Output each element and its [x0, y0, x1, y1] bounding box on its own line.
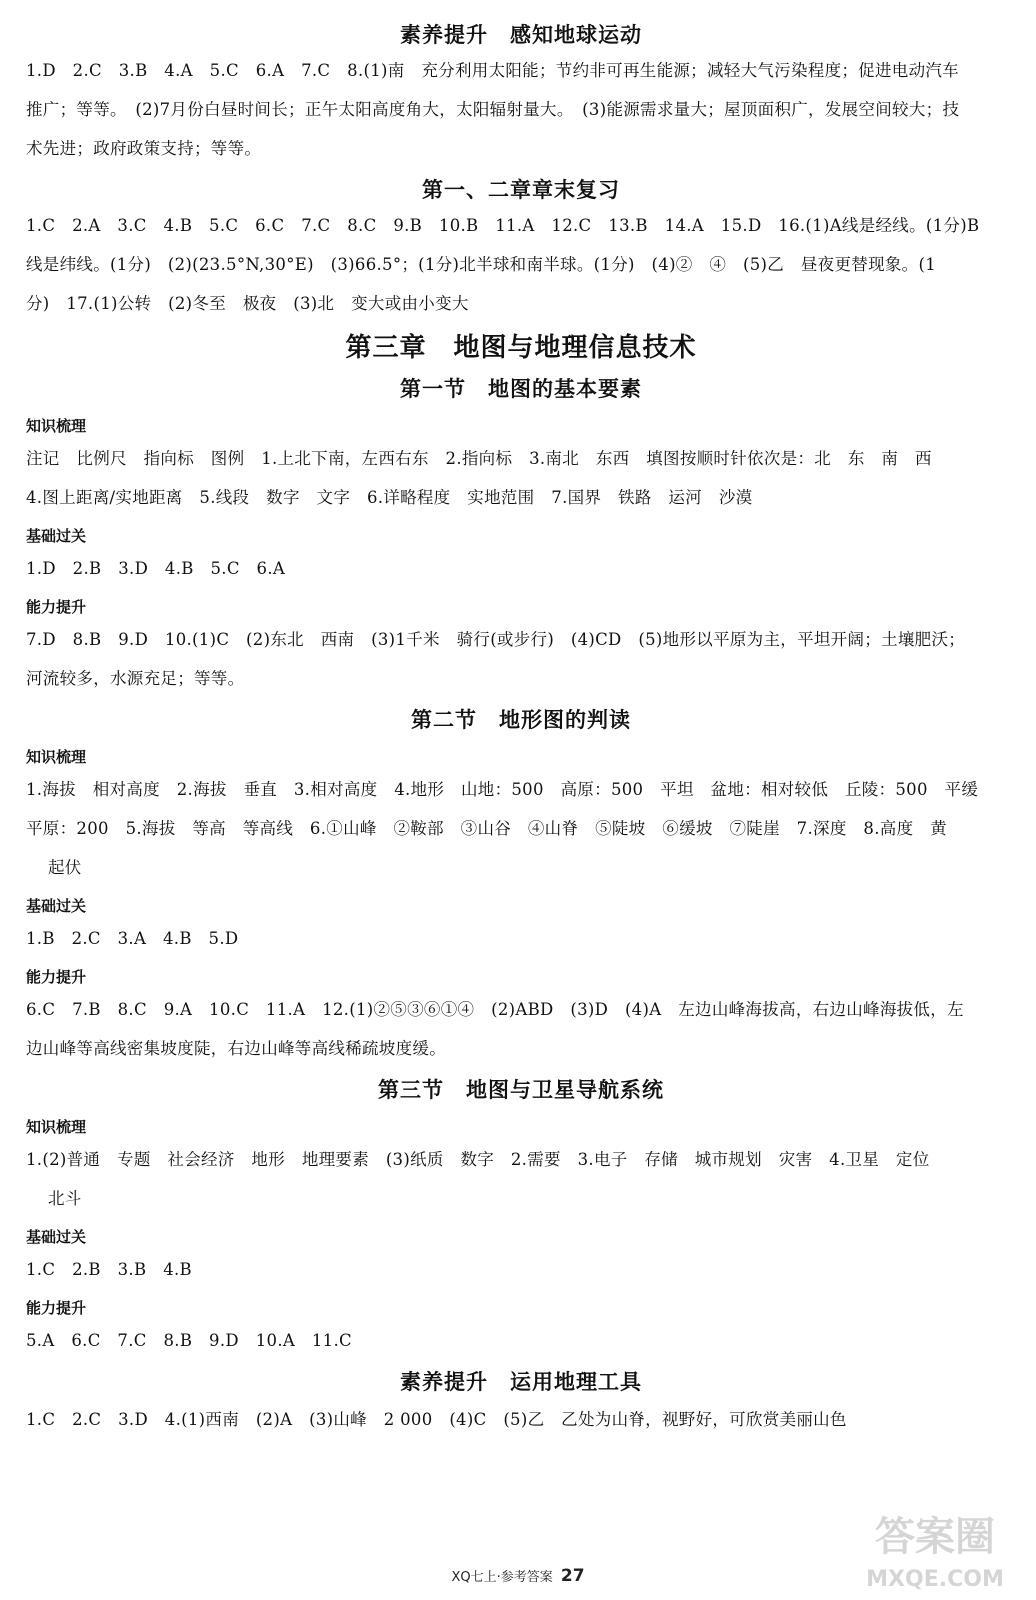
subhead: 能力提升 [26, 1299, 87, 1317]
line-15: 1.B 2.C 3.A 4.B 5.D [26, 929, 239, 948]
subhead: 基础过关 [26, 527, 87, 545]
line-8: 4.图上距离/实地距离 5.线段 数字 文字 6.详略程度 实地范围 7.国界 铁路 运河 沙漠 [26, 488, 753, 507]
subhead: 知识梳理 [26, 1118, 87, 1136]
line-13: 平原：200 5.海拔 等高 等高线 6.①山峰 ②鞍部 ③山谷 ④山脊 ⑤陡坡 ⑥缓坡 ⑦陡崖 7.深度 8.高度 黄 [26, 819, 947, 838]
h-review: 第一、二章章末复习 [422, 178, 620, 202]
subhead: 知识梳理 [26, 417, 87, 435]
watermark-domain: MXQE.COM [866, 1567, 1004, 1592]
line-21: 5.A 6.C 7.C 8.B 9.D 10.A 11.C [26, 1331, 352, 1350]
line-18: 1.(2)普通 专题 社会经济 地形 地理要素 (3)纸质 数字 2.需要 3.电子 存储 城市规划 灾害 4.卫星 定位 [26, 1150, 930, 1169]
line-22: 1.C 2.C 3.D 4.(1)西南 (2)A (3)山峰 2 000 (4)C (5)乙 乙处为山脊，视野好，可欣赏美丽山色 [26, 1410, 847, 1429]
footer-label: XQ七上·参考答案 [451, 1570, 553, 1585]
line-1: 1.D 2.C 3.B 4.A 5.C 6.A 7.C 8.(1)南 充分利用太阳能；节约非可再生能源；减轻大气污染程度；促进电动汽车 [26, 61, 959, 80]
subhead: 能力提升 [26, 968, 87, 986]
line-3: 术先进；政府政策支持；等等。 [26, 139, 262, 158]
line-14: 起伏 [48, 858, 82, 877]
line-12: 1.海拔 相对高度 2.海拔 垂直 3.相对高度 4.地形 山地：500 高原：500 平坦 盆地：相对较低 丘陵：500 平缓 [26, 780, 979, 799]
subhead: 能力提升 [26, 598, 87, 616]
line-4: 1.C 2.A 3.C 4.B 5.C 6.C 7.C 8.C 9.B 10.B 11.A 12.C 13.B 14.A 15.D 16.(1)A线是经线。(1分)B [26, 216, 980, 235]
chapter-title: 第三章 地图与地理信息技术 [345, 333, 697, 363]
line-20: 1.C 2.B 3.B 4.B [26, 1260, 192, 1279]
line-6: 分) 17.(1)公转 (2)冬至 极夜 (3)北 变大或由小变大 [26, 294, 469, 313]
watermark-text: 答案圈 [875, 1514, 995, 1560]
subhead: 基础过关 [26, 1228, 87, 1246]
section-2-title: 第二节 地形图的判读 [411, 708, 631, 732]
page-number: 27 [560, 1566, 585, 1586]
line-11: 河流较多，水源充足；等等。 [26, 669, 245, 688]
line-16: 6.C 7.B 8.C 9.A 10.C 11.A 12.(1)②⑤③⑥①④ (2)ABD (3)D (4)A 左边山峰海拔高，右边山峰海拔低，左 [26, 1000, 964, 1019]
subhead: 知识梳理 [26, 748, 87, 766]
h-sec-1: 素养提升 感知地球运动 [400, 23, 642, 47]
line-7: 注记 比例尺 指向标 图例 1.上北下南，左西右东 2.指向标 3.南北 东西 填图按顺时针依次是：北 东 南 西 [26, 449, 932, 468]
line-9: 1.D 2.B 3.D 4.B 5.C 6.A [26, 559, 286, 578]
line-2: 推广；等等。 (2)7月份白昼时间长；正午太阳高度角大，太阳辐射量大。 (3)能源需求量大；屋顶面积广，发展空间较大；技 [26, 100, 960, 119]
line-17: 边山峰等高线密集坡度陡，右边山峰等高线稀疏坡度缓。 [26, 1039, 446, 1058]
h-tools: 素养提升 运用地理工具 [400, 1370, 642, 1394]
section-3-title: 第三节 地图与卫星导航系统 [378, 1078, 664, 1102]
subhead: 基础过关 [26, 897, 87, 915]
section-1-title: 第一节 地图的基本要素 [400, 377, 642, 401]
line-5: 线是纬线。(1分) (2)(23.5°N,30°E) (3)66.5°；(1分)北半球和南半球。(1分) (4)② ④ (5)乙 昼夜更替现象。(1 [26, 255, 937, 274]
line-19: 北斗 [48, 1189, 82, 1208]
line-10: 7.D 8.B 9.D 10.(1)C (2)东北 西南 (3)1千米 骑行(或步行) (4)CD (5)地形以平原为主，平坦开阔；土壤肥沃； [26, 630, 966, 649]
watermark-logo-icon [847, 1500, 1022, 1595]
